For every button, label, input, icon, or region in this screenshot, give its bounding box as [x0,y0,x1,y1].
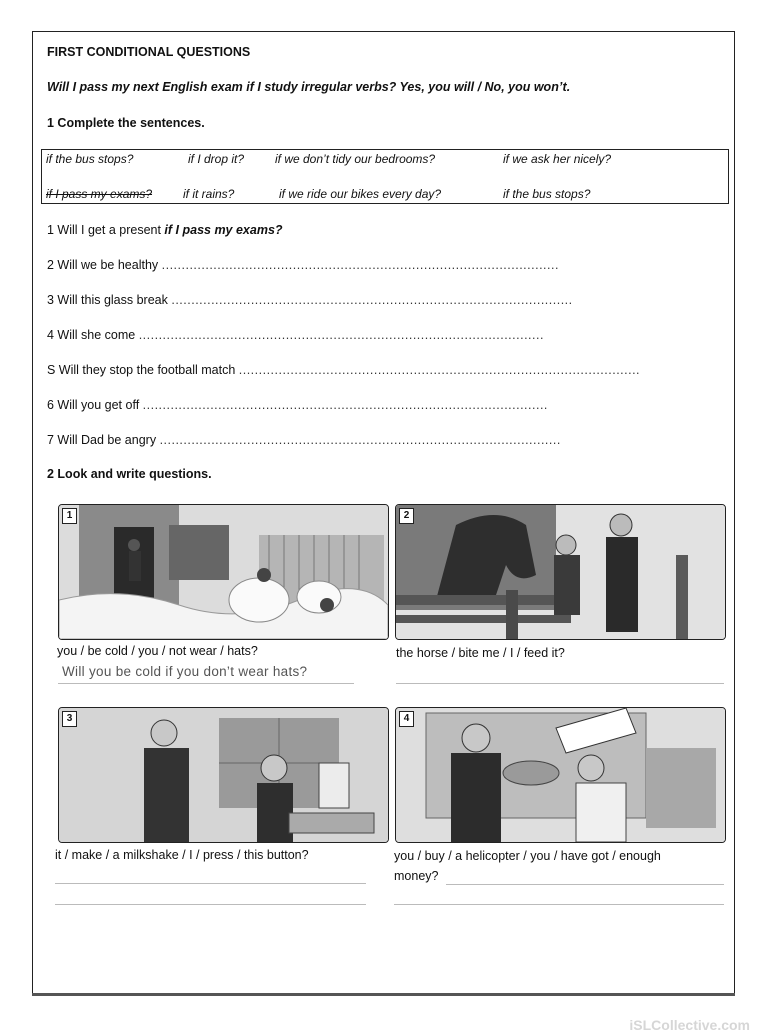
picture-panel-3 [58,707,389,843]
panel-number: 2 [399,508,414,524]
sentence-1: 1 Will I get a present if I pass my exams? [47,223,283,237]
panel-1-caption: you / be cold / you / not wear / hats? [57,644,258,658]
snow-scene-illustration [59,505,388,639]
worksheet-title: FIRST CONDITIONAL QUESTIONS [47,45,251,59]
sentence-7: 7 Will Dad be angry ..................................................................................................... [47,433,561,447]
answer-line[interactable] [396,683,724,684]
panel-4-caption-line2: money? [394,869,439,883]
answer-dots[interactable]: ..................................................................................................... [159,433,561,447]
word-box-item: if we ride our bikes every day? [279,187,442,201]
picture-panel-1 [58,504,389,640]
panel-number: 3 [62,711,77,727]
word-box-item: if I drop it? [188,152,245,166]
word-box-item: if we ask her nicely? [503,152,612,166]
sentence-1-answer: if I pass my exams? [164,223,283,237]
word-box [41,149,729,204]
sentence-3: 3 Will this glass break ..................................................................................................... [47,293,573,307]
panel-number: 1 [62,508,77,524]
answer-dots[interactable]: ...................................................................................................... [138,328,544,342]
panel-1-answer[interactable]: Will you be cold if you don’t wear hats? [62,664,308,679]
bottom-rule [32,993,735,996]
answer-dots[interactable]: .................................................................................................... [161,258,559,272]
answer-line[interactable] [446,884,724,885]
word-box-item-used: if I pass my exams? [46,187,153,201]
panel-3-caption: it / make / a milkshake / I / press / this button? [55,848,309,862]
shop-illustration [396,708,725,842]
panel-2-caption: the horse / bite me / I / feed it? [396,646,565,660]
answer-dots[interactable]: ..................................................................................................... [171,293,573,307]
answer-line[interactable] [55,904,366,905]
sentence-6: 6 Will you get off ...................................................................................................... [47,398,548,412]
answer-line[interactable] [58,683,354,684]
horse-stable-illustration [396,505,725,639]
kitchen-illustration [59,708,388,842]
answer-dots[interactable]: ..................................................................................................... [238,363,641,377]
example-sentence: Will I pass my next English exam if I study irregular verbs? Yes, you will / No, you won’t. [47,80,571,94]
picture-panel-4 [395,707,726,843]
sentence-4: 4 Will she come ...................................................................................................... [47,328,544,342]
word-box-item: if we don’t tidy our bedrooms? [275,152,436,166]
answer-dots[interactable]: ...................................................................................................... [142,398,548,412]
sentence-5: S Will they stop the football match ..................................................................................................... [47,363,641,377]
answer-line[interactable] [55,883,366,884]
word-box-item: if the bus stops? [503,187,591,201]
panel-number: 4 [399,711,414,727]
answer-line[interactable] [394,904,724,905]
watermark: iSLCollective.com [629,1017,750,1033]
picture-panel-2 [395,504,726,640]
section2-heading: 2 Look and write questions. [47,467,212,481]
panel-4-caption: you / buy / a helicopter / you / have got / enough [394,849,661,863]
word-box-item: if it rains? [183,187,235,201]
section1-heading: 1 Complete the sentences. [47,116,205,130]
word-box-item: if the bus stops? [46,152,134,166]
sentence-2: 2 Will we be healthy .................................................................................................... [47,258,559,272]
